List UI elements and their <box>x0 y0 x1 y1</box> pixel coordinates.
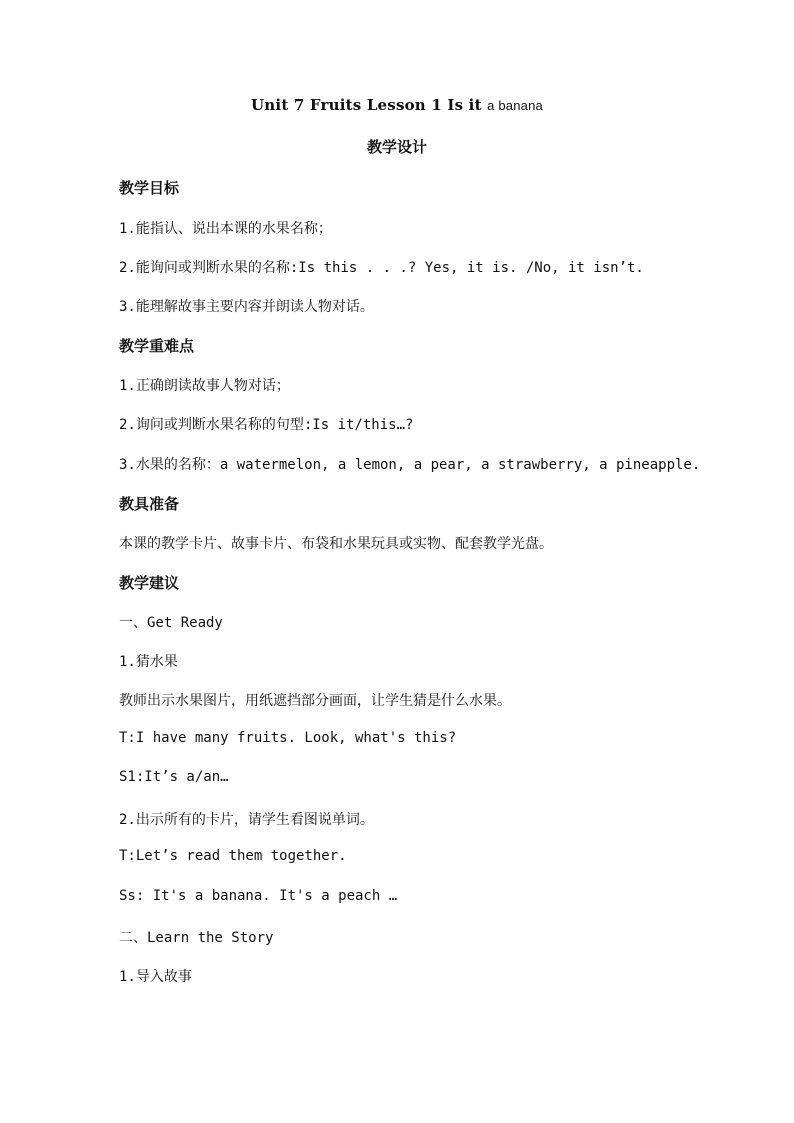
dialogue-student-1: S1:It’s a/an… <box>119 769 229 785</box>
document-title <box>0 96 794 114</box>
teacher-instruction: 教师出示水果图片，用纸遮挡部分画面，让学生猜是什么水果。 <box>119 693 511 709</box>
step-show-cards: 2.出示所有的卡片，请学生看图说单词。 <box>119 812 374 828</box>
objective-1: 1.能指认、说出本课的水果名称； <box>119 221 332 237</box>
key-point-3: 3.水果的名称：a watermelon, a lemon, a pear, a strawberry, a pineapple. <box>119 457 701 473</box>
step-guess-fruit: 1.猜水果 <box>119 654 178 670</box>
step-introduce-story: 1.导入故事 <box>119 969 192 985</box>
objective-2: 2.能询问或判断水果的名称:Is this . . .? Yes, it is. /No, it isn’t. <box>119 260 644 276</box>
title-main: Unit 7 Fruits Lesson 1 Is it <box>251 96 488 114</box>
section-heading-objectives: 教学目标 <box>119 179 180 197</box>
objective-3: 3.能理解故事主要内容并朗读人物对话。 <box>119 299 374 315</box>
materials-text: 本课的教学卡片、故事卡片、布袋和水果玩具或实物、配套教学光盘。 <box>119 536 553 552</box>
title-tail: a banana <box>487 98 543 113</box>
dialogue-students: Ss: It's a banana. It's a peach … <box>119 888 398 904</box>
key-point-2: 2.询问或判断水果名称的句型:Is it/this…? <box>119 417 414 433</box>
key-point-1: 1.正确朗读故事人物对话； <box>119 378 290 394</box>
section-heading-suggestions: 教学建议 <box>119 574 180 592</box>
section-heading-key-points: 教学重难点 <box>119 337 195 355</box>
part-learn-story: 二、Learn the Story <box>119 930 274 946</box>
dialogue-teacher-2: T:Let’s read them together. <box>119 848 347 864</box>
dialogue-teacher-1: T:I have many fruits. Look, what's this? <box>119 730 457 746</box>
document-subtitle: 教学设计 <box>366 138 427 156</box>
section-heading-materials: 教具准备 <box>119 495 180 513</box>
part-get-ready: 一、Get Ready <box>119 615 223 631</box>
